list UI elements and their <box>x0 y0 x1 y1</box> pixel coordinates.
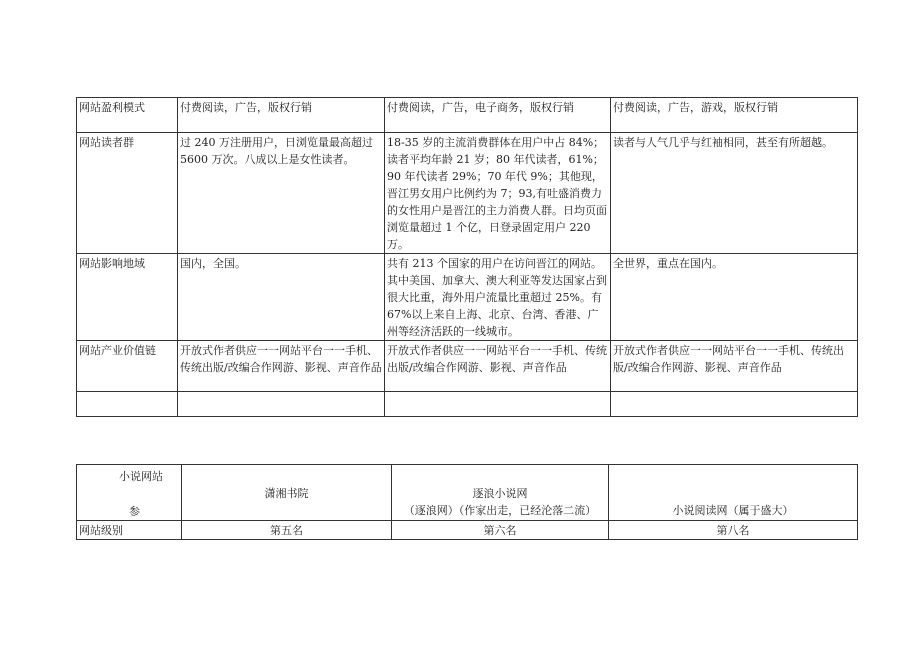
rank-cell: 第八名 <box>609 521 858 540</box>
table-cell: 开放式作者供应一一网站平台一一手机、传统出版/改编合作网游、影视、声音作品 <box>385 341 611 392</box>
table-row <box>77 521 858 540</box>
site-name: 逐浪小说网 <box>472 487 528 500</box>
table-cell: 付费阅读，广告，电子商务，版权行销 <box>385 98 611 133</box>
comparison-table-bottom <box>76 464 858 540</box>
table-cell: 付费阅读，广告，版权行销 <box>178 98 385 133</box>
row-label-rank: 网站级别 <box>77 521 182 540</box>
row-label-region: 网站影响地域 <box>77 254 178 341</box>
corner-bottom-label: 参 <box>129 505 140 518</box>
table-cell: 开放式作者供应一一网站平台一一手机、传统出版/改编合作网游、影视、声音作品 <box>611 341 858 392</box>
corner-top-label: 小说网站 <box>119 470 163 483</box>
site-note: （逐浪网）（作家出走，已经沦落二流） <box>403 504 597 517</box>
row-label-value-chain: 网站产业价值链 <box>77 341 178 392</box>
table-cell: 开放式作者供应一一网站平台一一手机、传统出版/改编合作网游、影视、声音作品 <box>178 341 385 392</box>
table-cell <box>178 392 385 417</box>
table-row <box>77 254 858 341</box>
rank-cell: 第五名 <box>182 521 392 540</box>
site-name: 小说阅读网（属于盛大） <box>672 504 794 517</box>
table-row-empty <box>77 392 858 417</box>
site-name: 潇湘书院 <box>264 487 309 500</box>
comparison-table-top <box>76 97 858 417</box>
table-cell: 全世界，重点在国内。 <box>611 254 858 341</box>
table-cell: 读者与人气几乎与红袖相同，甚至有所超越。 <box>611 133 858 254</box>
table-cell <box>385 392 611 417</box>
table-row <box>77 341 858 392</box>
header-site-3 <box>609 465 858 521</box>
row-label-profit-model: 网站盈利模式 <box>77 98 178 133</box>
table-header-row <box>77 465 858 521</box>
table-cell: 付费阅读，广告，游戏，版权行销 <box>611 98 858 133</box>
header-site-1 <box>182 465 392 521</box>
table-cell: 18-35 岁的主流消费群体在用户中占 84%；读者平均年龄 21 岁；80 年代读者，61%；90 年代读者 29%；70 年代 9%；其他现，晋江男女用户比例约为 7；93,有吐盛消费力的女性用户是晋江的主力消费人群。日均页面浏览量超过 1 个亿，日登录固定用户 220 万。 <box>385 133 611 254</box>
table-row <box>77 98 858 133</box>
header-site-2 <box>392 465 609 521</box>
table-cell <box>77 392 178 417</box>
table-cell: 共有 213 个国家的用户在访问晋江的网站。其中美国、加拿大、澳大利亚等发达国家占到很大比重，海外用户流量比重超过 25%。有 67%以上来自上海、北京、台湾、香港、广州等经济活跃的一线城市。 <box>385 254 611 341</box>
row-label-readership: 网站读者群 <box>77 133 178 254</box>
table-cell: 过 240 万注册用户，日浏览量最高超过 5600 万次。八成以上是女性读者。 <box>178 133 385 254</box>
table-row <box>77 133 858 254</box>
rank-cell: 第六名 <box>392 521 609 540</box>
table-cell <box>611 392 858 417</box>
table-cell: 国内，全国。 <box>178 254 385 341</box>
corner-cell <box>77 465 182 521</box>
